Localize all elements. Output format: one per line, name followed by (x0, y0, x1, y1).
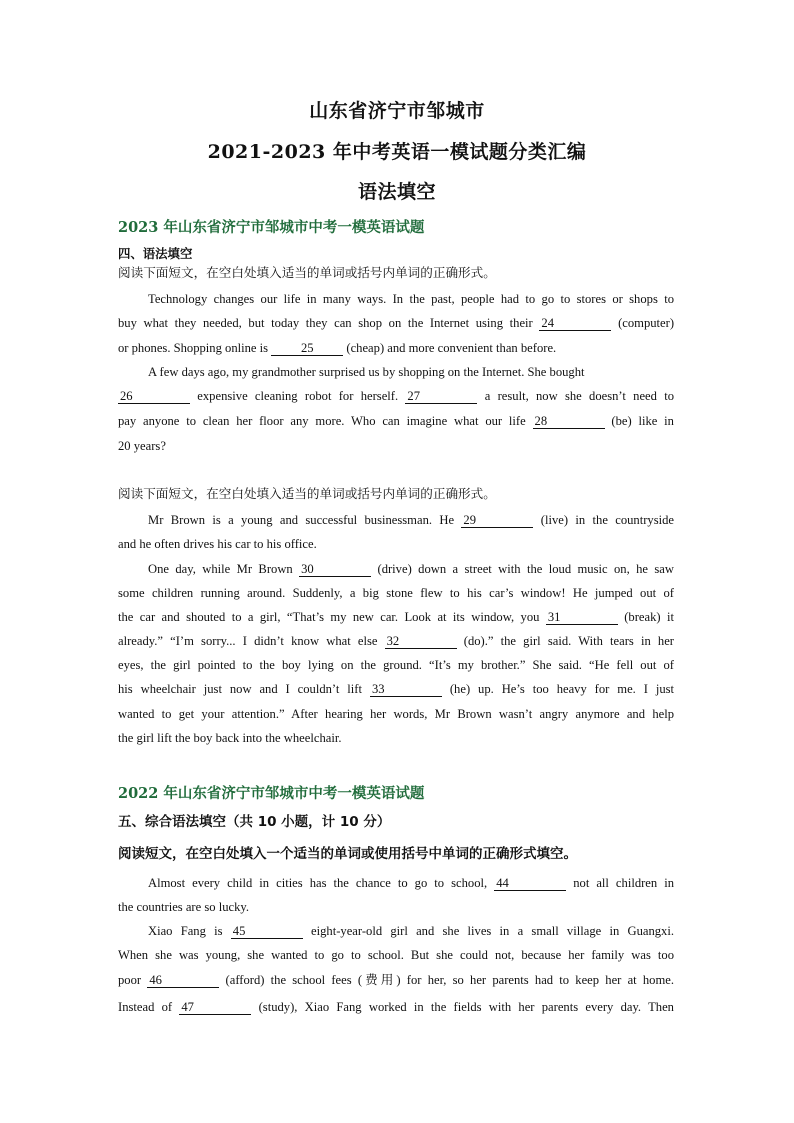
doc-title-topic: 语法填空 (357, 181, 436, 203)
instruction-2022: 阅读短文，在空白处填入一个适当的单词或使用括号中单词的正确形式填空。 (118, 846, 577, 862)
passage-line: some children running around. Suddenly, a big stone flew to his car’s window! He jumped out of (118, 586, 674, 600)
blank-28[interactable]: 28 (533, 414, 605, 429)
text-segment: (live) in the countryside (540, 513, 675, 527)
text-segment: or phones. Shopping online is (118, 341, 269, 355)
passage-line (148, 922, 674, 940)
blank-27[interactable]: 27 (405, 389, 477, 404)
text-segment: (computer) (618, 316, 675, 330)
section-heading-2022: 2022 年山东省济宁市邹城市中考一模英语试题 (118, 785, 425, 802)
passage-line: Technology changes our life in many ways. In the past, people had to go to stores or shops to (148, 292, 674, 306)
text-segment: Almost every child in cities has the chance to go to school, (148, 876, 488, 890)
instruction-2023: 阅读下面短文，在空白处填入适当的单词或括号内单词的正确形式。 (118, 265, 496, 280)
passage-line (118, 632, 674, 650)
text-segment: eight-year-old girl and she lives in a small village in Guangxi. (311, 924, 674, 938)
text-segment: poor (118, 973, 142, 987)
text-segment: pay anyone to clean her floor any more. Who can imagine what our life (118, 414, 526, 428)
part-label-2022: 五、综合语法填空（共 10 小题，计 10 分） (118, 814, 391, 830)
blank-24[interactable]: 24 (539, 316, 611, 331)
text-segment: not all children in (573, 876, 675, 890)
blank-44[interactable]: 44 (494, 876, 566, 891)
passage-line: eyes, the girl pointed to the boy lying on the ground. “It’s my brother.” She said. “He fell out of (118, 658, 674, 672)
text-segment: his wheelchair just now and I couldn’t lift (118, 682, 363, 696)
blank-47[interactable]: 47 (179, 1000, 251, 1015)
text-segment: (drive) down a street with the loud music on, he saw (377, 562, 674, 576)
blank-29[interactable]: 29 (461, 513, 533, 528)
blank-33[interactable]: 33 (370, 682, 442, 697)
text-segment: the car and shouted to a girl, “That’s my new car. Look at its window, you (118, 610, 540, 624)
text-segment: (do).” the girl said. With tears in her (463, 634, 674, 648)
text-segment: Mr Brown is a young and successful businessman. He (148, 513, 455, 527)
passage-line: A few days ago, my grandmother surprised us by shopping on the Internet. She bought (148, 365, 585, 379)
blank-31[interactable]: 31 (546, 610, 618, 625)
doc-title-main: 2021-2023 年中考英语一模试题分类汇编 (207, 141, 587, 163)
text-segment: (break) it (624, 610, 674, 624)
passage-line (118, 314, 674, 332)
blank-45[interactable]: 45 (231, 924, 303, 939)
passage-line (118, 971, 674, 989)
blank-25[interactable]: 25 (271, 341, 343, 356)
passage-line: 20 years? (118, 439, 166, 453)
instruction-2023-b: 阅读下面短文，在空白处填入适当的单词或括号内单词的正确形式。 (118, 486, 496, 501)
text-segment: (cheap) and more convenient than before. (346, 341, 557, 355)
blank-30[interactable]: 30 (299, 562, 371, 577)
passage-line (118, 680, 674, 698)
passage-line: When she was young, she wanted to go to school. But she could not, because her family was too (118, 948, 674, 962)
blank-26[interactable]: 26 (118, 389, 190, 404)
passage-line (148, 511, 674, 529)
blank-32[interactable]: 32 (385, 634, 457, 649)
passage-line (118, 608, 674, 626)
passage-line (118, 412, 674, 430)
text-segment: Xiao Fang is (148, 924, 223, 938)
passage-line: and he often drives his car to his office. (118, 537, 317, 551)
text-segment: (afford) the school fees (费用) for her, so her parents had to keep her at home. (225, 973, 674, 987)
passage-line (148, 874, 674, 892)
text-segment: One day, while Mr Brown (148, 562, 293, 576)
passage-line: wanted to get your attention.” After hearing her words, Mr Brown wasn’t angry anymore and help (118, 707, 674, 721)
text-segment: Instead of (118, 1000, 173, 1014)
text-segment: (he) up. He’s too heavy for me. I just (449, 682, 675, 696)
passage-line: the girl lift the boy back into the wheelchair. (118, 731, 342, 745)
passage-line (118, 998, 674, 1016)
text-segment: (be) like in (611, 414, 674, 428)
text-segment: buy what they needed, but today they can shop on the Internet using their (118, 316, 533, 330)
text-segment: already.” “I’m sorry... I didn’t know what else (118, 634, 378, 648)
passage-line (148, 560, 674, 578)
passage-line (118, 387, 674, 405)
section-heading-2023: 2023 年山东省济宁市邹城市中考一模英语试题 (118, 219, 425, 236)
text-segment: expensive cleaning robot for herself. (197, 389, 399, 403)
passage-line: the countries are so lucky. (118, 900, 250, 914)
passage-line (118, 339, 674, 357)
part-label-2023: 四、语法填空 (118, 246, 193, 261)
doc-title-region: 山东省济宁市邹城市 (309, 100, 485, 122)
text-segment: (study), Xiao Fang worked in the fields with her parents every day. Then (258, 1000, 674, 1014)
text-segment: a result, now she doesn’t need to (484, 389, 675, 403)
blank-46[interactable]: 46 (147, 973, 219, 988)
